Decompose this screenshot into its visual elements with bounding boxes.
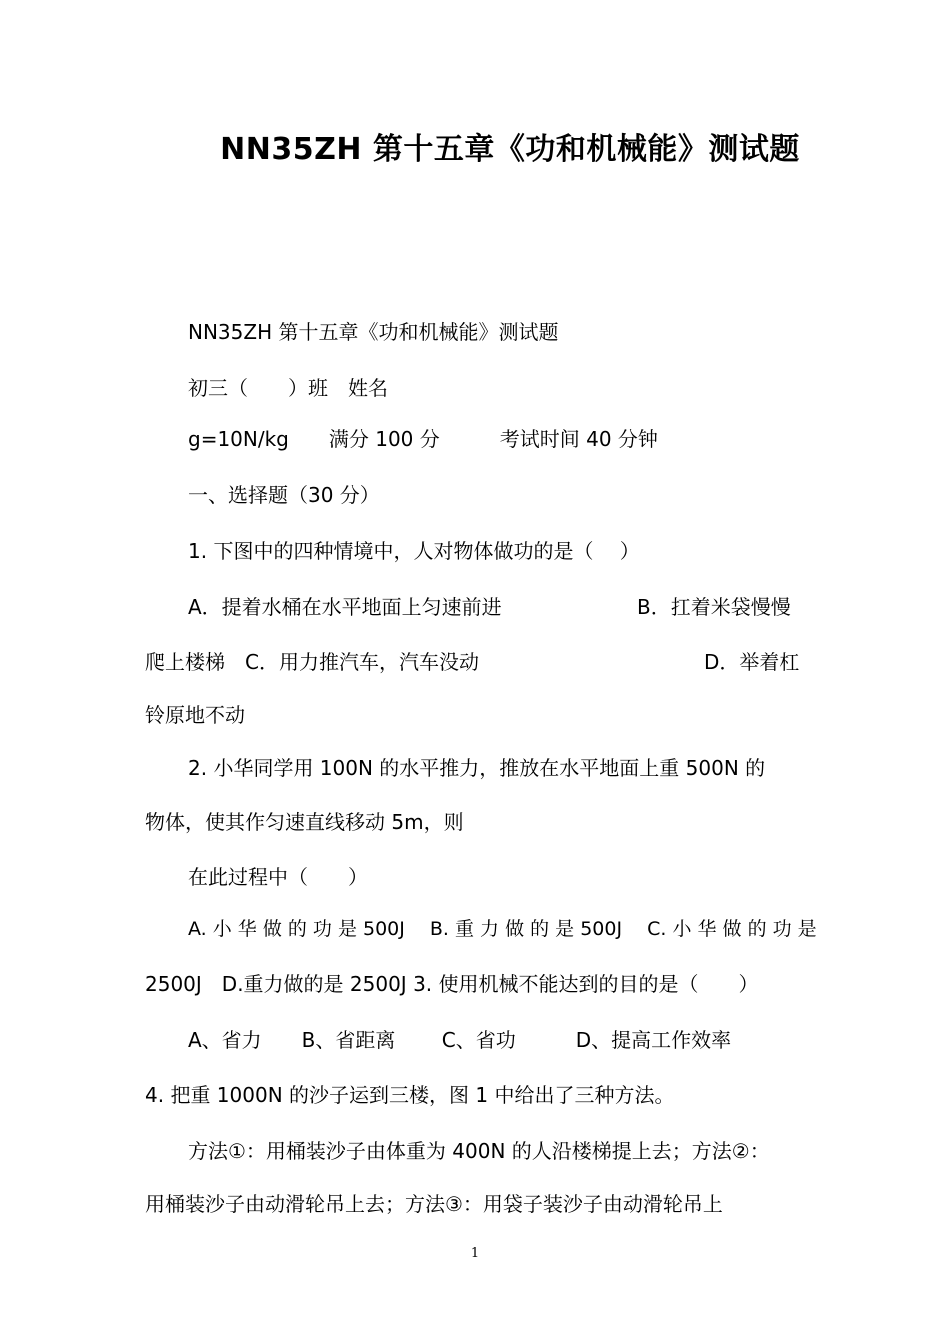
- subtitle-line: NN35ZH 第十五章《功和机械能》测试题: [188, 320, 559, 344]
- question-4: 4. 把重 1000N 的沙子运到三楼，图 1 中给出了三种方法。: [145, 1083, 675, 1107]
- question-1: 1. 下图中的四种情境中，人对物体做功的是（ ）: [188, 539, 640, 563]
- question-1-options-row2: [145, 648, 825, 676]
- question-3-options: A、省力 B、省距离 C、省功 D、提高工作效率: [188, 1028, 732, 1052]
- option-d: D．举着杠: [704, 650, 800, 674]
- question-4-method-1: 方法①：用桶装沙子由体重为 400N 的人沿楼梯提上去；方法②：: [188, 1139, 770, 1163]
- document-title: NN35ZH 第十五章《功和机械能》测试题: [220, 132, 800, 167]
- question-2-options: A. 小 华 做 的 功 是 500J B. 重 力 做 的 是 500J C. 小 华 做 的 功 是: [188, 918, 817, 940]
- question-4-method-2: 用桶装沙子由动滑轮吊上去；方法③：用袋子装沙子由动滑轮吊上: [145, 1192, 723, 1216]
- option-a: A．提着水桶在水平地面上匀速前进: [188, 595, 502, 619]
- question-1-options-row1: [188, 593, 828, 621]
- question-2-cont2: 在此过程中（ ）: [188, 865, 368, 889]
- question-2-option-d-question-3: 2500J D.重力做的是 2500J 3. 使用机械不能达到的目的是（ ）: [145, 972, 759, 996]
- class-name-line: 初三（ ）班 姓名: [188, 376, 388, 400]
- option-d-cont: 铃原地不动: [145, 703, 245, 727]
- page-number: 1: [470, 1246, 480, 1261]
- option-b-cont-option-c: 爬上楼梯 C．用力推汽车，汽车没动: [145, 650, 479, 674]
- question-2-cont: 物体，使其作匀速直线移动 5m，则: [145, 810, 464, 834]
- question-2: 2. 小华同学用 100N 的水平推力，推放在水平地面上重 500N 的: [188, 756, 766, 780]
- section-heading: 一、选择题（30 分）: [188, 483, 380, 507]
- option-b: B．扛着米袋慢慢: [637, 595, 791, 619]
- exam-info-line: g=10N/kg 满分 100 分 考试时间 40 分钟: [188, 427, 658, 451]
